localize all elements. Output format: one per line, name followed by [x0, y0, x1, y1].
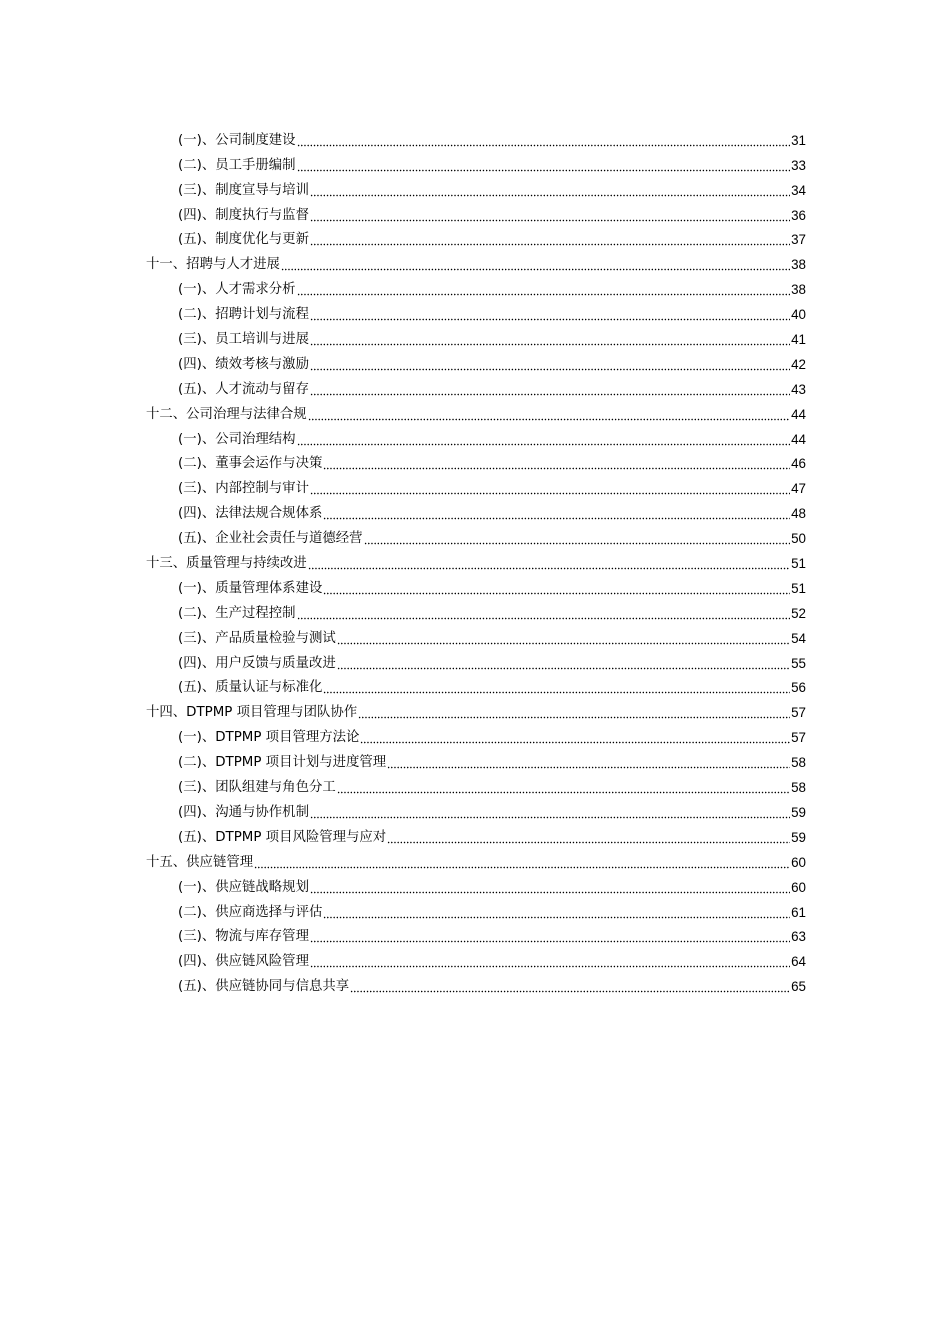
toc-page-number: 36: [791, 207, 806, 223]
toc-page-number: 51: [791, 580, 806, 596]
toc-dot-leader: [323, 916, 790, 919]
toc-page-number: 59: [791, 829, 806, 845]
toc-page-number: 44: [791, 431, 806, 447]
toc-dot-leader: [254, 866, 790, 869]
toc-page-number: 58: [791, 780, 806, 796]
toc-entry-title: (三)、产品质量检验与测试: [178, 630, 336, 646]
toc-dot-leader: [310, 219, 790, 222]
toc-entry-title: (三)、物流与库存管理: [178, 929, 309, 945]
toc-entry-title: (四)、绩效考核与激励: [178, 356, 309, 372]
toc-entry-title: (一)、人才需求分析: [178, 282, 296, 298]
toc-dot-leader: [310, 492, 790, 495]
toc-section-entry[interactable]: [146, 946, 806, 971]
toc-dot-leader: [387, 766, 790, 769]
toc-entry-title: (五)、供应链协同与信息共享: [178, 979, 350, 995]
toc-dot-leader: [310, 194, 790, 197]
toc-entry-title: (四)、用户反馈与质量改进: [178, 655, 336, 671]
toc-entry-title: (三)、制度宣导与培训: [178, 182, 309, 198]
toc-entry-title: (五)、DTPMP 项目风险管理与应对: [178, 829, 387, 845]
toc-page-number: 61: [791, 904, 806, 920]
toc-section-entry[interactable]: [146, 623, 806, 648]
toc-entry-title: (五)、企业社会责任与道德经营: [178, 531, 363, 547]
toc-entry-title: (二)、供应商选择与评估: [178, 904, 323, 920]
toc-page-number: 42: [791, 356, 806, 372]
toc-section-entry[interactable]: [146, 747, 806, 772]
toc-section-entry[interactable]: [146, 523, 806, 548]
toc-chapter-entry[interactable]: [146, 697, 806, 722]
toc-section-entry[interactable]: [146, 274, 806, 299]
toc-dot-leader: [308, 418, 790, 421]
toc-dot-leader: [323, 592, 790, 595]
toc-section-entry[interactable]: [146, 598, 806, 623]
toc-dot-leader: [337, 642, 790, 645]
toc-page-number: 37: [791, 232, 806, 248]
toc-dot-leader: [297, 443, 791, 446]
toc-page-number: 43: [791, 381, 806, 397]
toc-page-number: 33: [791, 157, 806, 173]
toc-page-number: 31: [791, 132, 806, 148]
toc-entry-title: 十二、公司治理与法律合规: [146, 406, 307, 422]
toc-entry-title: 十四、DTPMP 项目管理与团队协作: [146, 705, 358, 721]
toc-entry-title: (三)、员工培训与进展: [178, 332, 309, 348]
toc-page-number: 34: [791, 182, 806, 198]
toc-entry-title: (四)、制度执行与监督: [178, 207, 309, 223]
toc-page-number: 64: [791, 954, 806, 970]
toc-dot-leader: [297, 617, 791, 620]
toc-section-entry[interactable]: [146, 922, 806, 947]
toc-entry-title: (二)、董事会运作与决策: [178, 456, 323, 472]
toc-section-entry[interactable]: [146, 125, 806, 150]
toc-page-number: 57: [791, 705, 806, 721]
toc-section-entry[interactable]: [146, 324, 806, 349]
toc-chapter-entry[interactable]: [146, 399, 806, 424]
toc-dot-leader: [310, 393, 790, 396]
toc-entry-title: 十一、招聘与人才进展: [146, 257, 280, 273]
toc-section-entry[interactable]: [146, 349, 806, 374]
toc-section-entry[interactable]: [146, 573, 806, 598]
toc-entry-title: (四)、沟通与协作机制: [178, 804, 309, 820]
toc-chapter-entry[interactable]: [146, 548, 806, 573]
toc-entry-title: (三)、团队组建与角色分工: [178, 780, 336, 796]
toc-entry-title: (五)、人才流动与留存: [178, 381, 309, 397]
toc-page-number: 47: [791, 481, 806, 497]
toc-section-entry[interactable]: [146, 772, 806, 797]
toc-entry-title: 十三、质量管理与持续改进: [146, 556, 307, 572]
toc-entry-title: (二)、招聘计划与流程: [178, 307, 309, 323]
toc-dot-leader: [310, 940, 790, 943]
toc-page-number: 38: [791, 282, 806, 298]
toc-section-entry[interactable]: [146, 449, 806, 474]
toc-page-number: 58: [791, 755, 806, 771]
toc-entry-title: (三)、内部控制与审计: [178, 481, 309, 497]
toc-page-number: 38: [791, 257, 806, 273]
toc-section-entry[interactable]: [146, 225, 806, 250]
toc-section-entry[interactable]: [146, 897, 806, 922]
toc-entry-title: (一)、供应链战略规划: [178, 879, 309, 895]
toc-entry-title: (二)、生产过程控制: [178, 605, 296, 621]
toc-page-number: 56: [791, 680, 806, 696]
toc-dot-leader: [281, 268, 790, 271]
toc-entry-title: (一)、质量管理体系建设: [178, 580, 323, 596]
toc-page-number: 48: [791, 506, 806, 522]
toc-section-entry[interactable]: [146, 797, 806, 822]
toc-section-entry[interactable]: [146, 424, 806, 449]
toc-page-number: 60: [791, 854, 806, 870]
toc-dot-leader: [323, 517, 790, 520]
toc-chapter-entry[interactable]: [146, 847, 806, 872]
toc-dot-leader: [310, 318, 790, 321]
toc-section-entry[interactable]: [146, 498, 806, 523]
toc-page-number: 59: [791, 804, 806, 820]
toc-section-entry[interactable]: [146, 299, 806, 324]
toc-entry-title: (五)、制度优化与更新: [178, 232, 309, 248]
toc-dot-leader: [323, 467, 790, 470]
toc-entry-title: (四)、法律法规合规体系: [178, 506, 323, 522]
toc-dot-leader: [358, 716, 790, 719]
toc-section-entry[interactable]: [146, 673, 806, 698]
toc-entry-title: (一)、公司治理结构: [178, 431, 296, 447]
toc-page-number: 50: [791, 531, 806, 547]
toc-dot-leader: [310, 965, 790, 968]
toc-page-number: 44: [791, 406, 806, 422]
toc-dot-leader: [297, 293, 791, 296]
toc-entry-title: (四)、供应链风险管理: [178, 954, 309, 970]
toc-dot-leader: [323, 691, 790, 694]
toc-page-number: 60: [791, 879, 806, 895]
toc-section-entry[interactable]: [146, 722, 806, 747]
toc-entry-title: (一)、公司制度建设: [178, 132, 296, 148]
toc-entry-title: (五)、质量认证与标准化: [178, 680, 323, 696]
toc-dot-leader: [308, 567, 790, 570]
toc-dot-leader: [310, 368, 790, 371]
toc-dot-leader: [360, 741, 790, 744]
toc-chapter-entry[interactable]: [146, 249, 806, 274]
toc-section-entry[interactable]: [146, 971, 806, 996]
toc-page-number: 51: [791, 556, 806, 572]
toc-dot-leader: [364, 542, 791, 545]
toc-section-entry[interactable]: [146, 473, 806, 498]
toc-page-number: 52: [791, 605, 806, 621]
toc-dot-leader: [310, 816, 790, 819]
toc-dot-leader: [387, 841, 790, 844]
toc-section-entry[interactable]: [146, 175, 806, 200]
toc-entry-title: 十五、供应链管理: [146, 854, 254, 870]
toc-dot-leader: [310, 891, 790, 894]
toc-entry-title: (一)、DTPMP 项目管理方法论: [178, 730, 360, 746]
toc-page-number: 65: [791, 979, 806, 995]
toc-entry-title: (二)、DTPMP 项目计划与进度管理: [178, 755, 387, 771]
toc-page-number: 46: [791, 456, 806, 472]
toc-section-entry[interactable]: [146, 150, 806, 175]
toc-dot-leader: [337, 791, 790, 794]
toc-entry-title: (二)、员工手册编制: [178, 157, 296, 173]
toc-dot-leader: [297, 144, 791, 147]
toc-page-number: 41: [791, 332, 806, 348]
toc-page-number: 55: [791, 655, 806, 671]
toc-dot-leader: [310, 243, 790, 246]
toc-section-entry[interactable]: [146, 822, 806, 847]
toc-page-number: 54: [791, 630, 806, 646]
toc-page-number: 40: [791, 307, 806, 323]
toc-section-entry[interactable]: [146, 648, 806, 673]
toc-section-entry[interactable]: [146, 200, 806, 225]
toc-section-entry[interactable]: [146, 872, 806, 897]
table-of-contents: [146, 125, 806, 996]
toc-dot-leader: [297, 169, 791, 172]
toc-dot-leader: [337, 667, 790, 670]
toc-dot-leader: [310, 343, 790, 346]
toc-page-number: 57: [791, 730, 806, 746]
toc-section-entry[interactable]: [146, 374, 806, 399]
toc-dot-leader: [350, 990, 790, 993]
toc-page-number: 63: [791, 929, 806, 945]
